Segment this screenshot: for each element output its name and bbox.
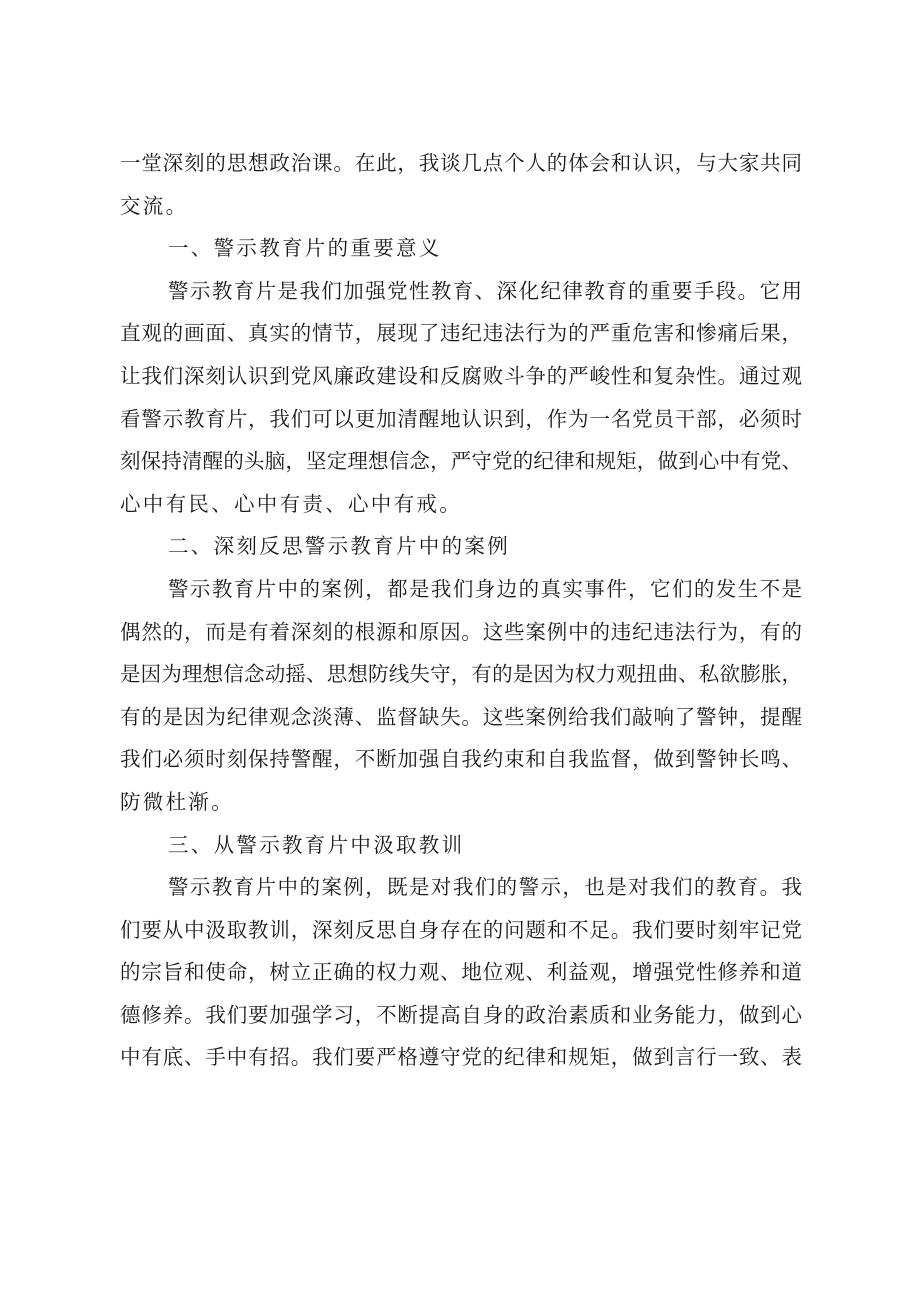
paragraph-line: 让我们深刻认识到党风廉政建设和反腐败斗争的严峻性和复杂性。通过观 bbox=[120, 363, 802, 388]
paragraph-line: 警示教育片中的案例，都是我们身边的真实事件，它们的发生不是 bbox=[168, 576, 802, 601]
paragraph-line: 刻保持清醒的头脑，坚定理想信念，严守党的纪律和规矩，做到心中有党、 bbox=[120, 449, 802, 474]
section-heading: 二、深刻反思警示教育片中的案例 bbox=[168, 534, 510, 559]
paragraph-line: 交流。 bbox=[120, 193, 189, 218]
paragraph-line: 偶然的，而是有着深刻的根源和原因。这些案例中的违纪违法行为，有的 bbox=[120, 619, 802, 644]
paragraph-line: 警示教育片是我们加强党性教育、深化纪律教育的重要手段。它用 bbox=[168, 278, 802, 303]
paragraph-line: 是因为理想信念动摇、思想防线失守，有的是因为权力观扭曲、私欲膨胀， bbox=[120, 662, 802, 687]
section-heading: 三、从警示教育片中汲取教训 bbox=[168, 832, 465, 857]
paragraph-line: 有的是因为纪律观念淡薄、监督缺失。这些案例给我们敲响了警钟，提醒 bbox=[120, 704, 802, 729]
paragraph-line: 防微杜渐。 bbox=[120, 789, 234, 814]
document-page bbox=[120, 142, 802, 1079]
section-heading: 一、警示教育片的重要意义 bbox=[168, 236, 442, 261]
paragraph-line: 心中有民、心中有责、心中有戒。 bbox=[120, 491, 462, 516]
paragraph-line: 看警示教育片，我们可以更加清醒地认识到，作为一名党员干部，必须时 bbox=[120, 406, 802, 431]
paragraph-line: 一堂深刻的思想政治课。在此，我谈几点个人的体会和认识，与大家共同 bbox=[120, 151, 802, 175]
paragraph-line: 我们必须时刻保持警醒，不断加强自我约束和自我监督，做到警钟长鸣、 bbox=[120, 747, 802, 772]
paragraph-line: 们要从中汲取教训，深刻反思自身存在的问题和不足。我们要时刻牢记党 bbox=[120, 917, 802, 942]
paragraph-line: 直观的画面、真实的情节，展现了违纪违法行为的严重危害和惨痛后果， bbox=[120, 321, 802, 346]
paragraph-line: 的宗旨和使命，树立正确的权力观、地位观、利益观，增强党性修养和道 bbox=[120, 960, 802, 985]
paragraph-line: 中有底、手中有招。我们要严格遵守党的纪律和规矩，做到言行一致、表 bbox=[120, 1045, 802, 1070]
paragraph-line: 警示教育片中的案例，既是对我们的警示，也是对我们的教育。我 bbox=[168, 875, 802, 900]
paragraph-line: 德修养。我们要加强学习，不断提高自身的政治素质和业务能力，做到心 bbox=[120, 1002, 802, 1027]
